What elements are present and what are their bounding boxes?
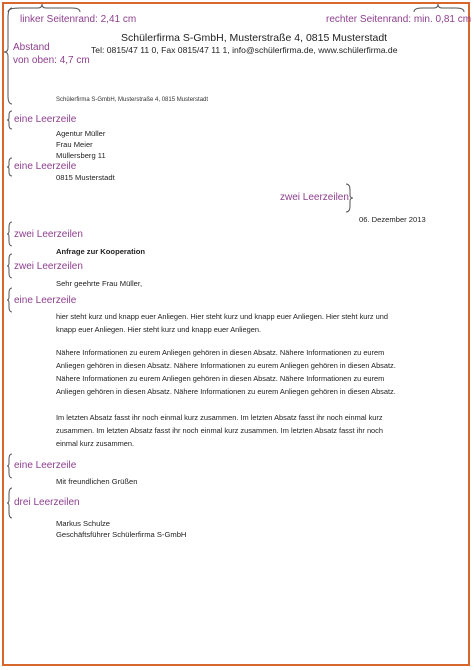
closing: Mit freundlichen Grüßen — [56, 477, 138, 486]
brace-3 — [7, 222, 12, 246]
left-margin-brace — [8, 4, 80, 12]
paragraph-1-line: hier steht kurz und knapp euer Anliegen. Hier steht kurz und knapp euer Anliegen. Hier steht kurz und — [56, 312, 388, 321]
annotation-two-lines-subject: zwei Leerzeilen — [14, 229, 83, 240]
right-margin-brace — [414, 4, 464, 12]
paragraph-2-line: Nähere Informationen zu eurem Anliegen gehören in diesen Absatz. Nähere Informationen zu eurem — [56, 348, 385, 357]
annotation-three-lines: drei Leerzeilen — [14, 497, 80, 508]
paragraph-2-line: Anliegen gehören in diesen Absatz. Nähere Informationen zu eurem Anliegen gehören in diesen Absatz. — [56, 360, 396, 370]
paragraph-3-line: Im letzten Absatz fasst ihr noch einmal kurz zusammen. Im letzten Absatz fasst ihr noch einmal kurz — [56, 413, 383, 422]
paragraph-1 — [56, 311, 430, 337]
annotation-left-margin: linker Seitenrand: 2,41 cm — [20, 14, 137, 25]
annotation-two-lines-date: zwei Leerzeilen — [280, 192, 349, 203]
brace-1 — [7, 111, 12, 129]
paragraph-1-line: knapp euer Anliegen. Hier steht kurz und knapp euer Anliegen. — [56, 324, 262, 334]
paragraph-3-line: zusammen. Im letzten Absatz fasst ihr noch einmal kurz zusammen. Im letzten Absatz fasst ihr noch — [56, 425, 383, 435]
brace-2 — [7, 158, 12, 176]
letter-subject: Anfrage zur Kooperation — [56, 247, 146, 256]
annotation-top-distance-1: Abstand — [13, 42, 50, 53]
annotation-blank-line-2: eine Leerzeile — [14, 161, 77, 172]
annotation-right-margin: rechter Seitenrand: min. 0,81 cm — [326, 14, 472, 25]
recipient-line-4: 0815 Musterstadt — [56, 173, 115, 182]
annotation-top-distance-2: von oben: 4,7 cm — [13, 55, 90, 66]
brace-4 — [7, 254, 12, 278]
paragraph-3-line: einmal kurz zusammen. — [56, 438, 135, 448]
sender-line-2: Tel: 0815/47 11 0, Fax 0815/47 11 1, info@schülerfirma.de, www.schülerfirma.de — [91, 45, 398, 55]
return-address: Schülerfirma S-GmbH, Musterstraße 4, 0815 Musterstadt — [56, 97, 209, 103]
paragraph-3 — [56, 412, 430, 451]
signature-title: Geschäftsführer Schülerfirma S-GmbH — [56, 530, 187, 539]
paragraph-2 — [56, 347, 430, 399]
paragraph-2-line: Anliegen gehören in diesen Absatz. Nähere Informationen zu eurem Anliegen gehören in diesen Absatz. — [56, 386, 396, 396]
recipient-line-1: Agentur Müller — [56, 129, 106, 138]
top-distance-brace — [4, 8, 12, 104]
salutation: Sehr geehrte Frau Müller, — [56, 279, 143, 288]
paragraph-2-line: Nähere Informationen zu eurem Anliegen gehören in diesen Absatz. Nähere Informationen zu eurem — [56, 373, 385, 383]
annotation-two-lines-salutation: zwei Leerzeilen — [14, 261, 83, 272]
recipient-line-2: Frau Meier — [56, 140, 93, 149]
brace-5 — [7, 288, 12, 312]
brace-6 — [7, 454, 12, 478]
annotation-blank-line-4: eine Leerzeile — [14, 460, 77, 471]
annotation-blank-line-1: eine Leerzeile — [14, 114, 77, 125]
annotation-blank-line-3: eine Leerzeile — [14, 295, 77, 306]
letter-date: 06. Dezember 2013 — [359, 215, 426, 224]
sender-line-1: Schülerfirma S-GmbH, Musterstraße 4, 0815 Musterstadt — [121, 32, 388, 44]
brace-7 — [7, 488, 12, 518]
signature-name: Markus Schulze — [56, 519, 111, 528]
recipient-line-3: Müllersberg 11 — [56, 151, 106, 160]
